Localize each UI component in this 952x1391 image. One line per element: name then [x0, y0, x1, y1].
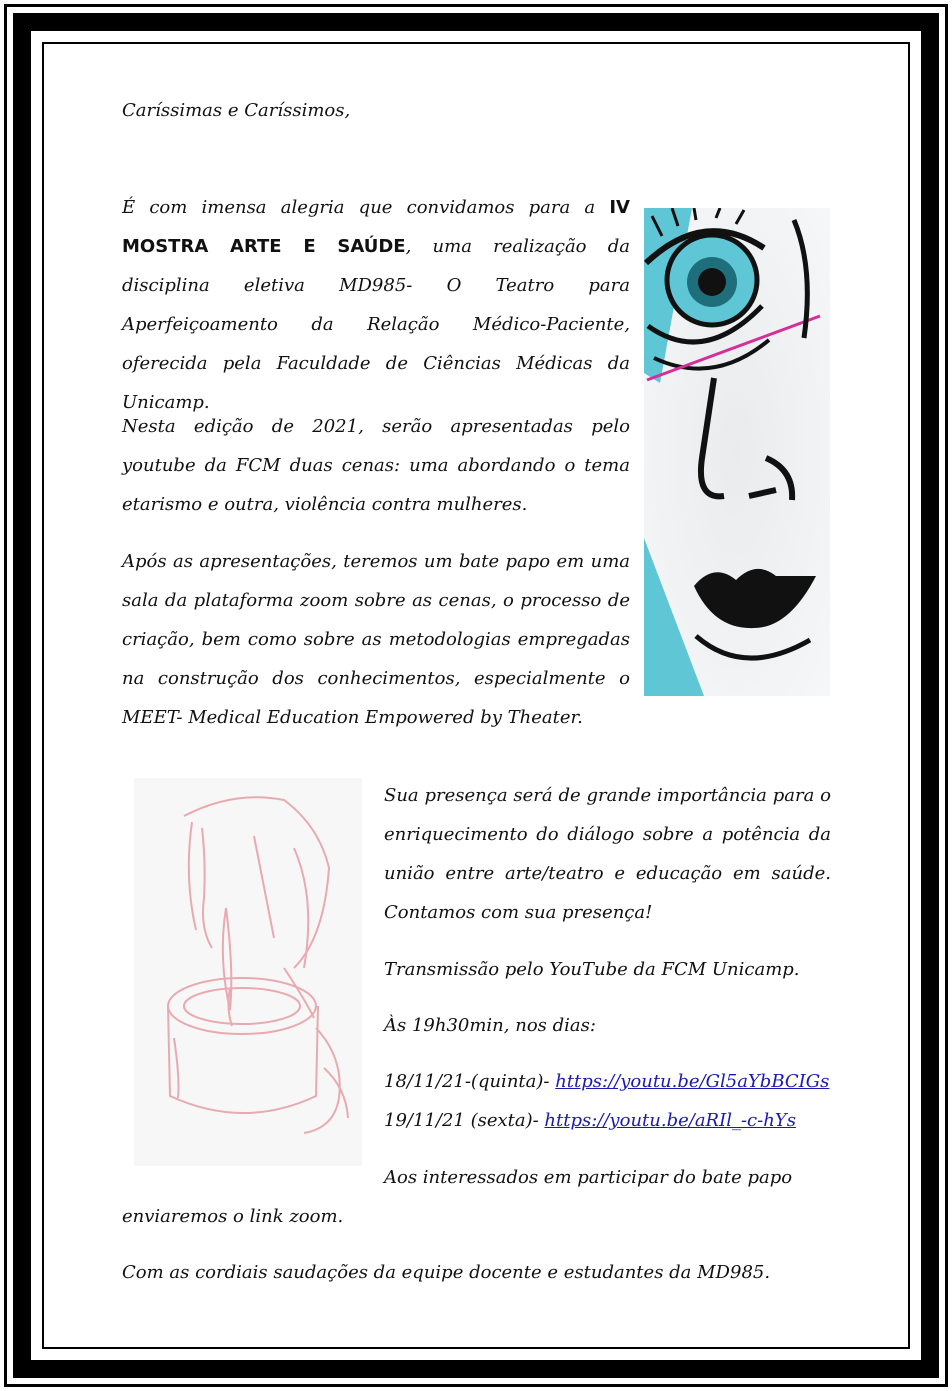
date-label-1: 18/11/21-(quinta)-: [384, 1071, 556, 1092]
transmission-info: Transmissão pelo YouTube da FCM Unicamp.: [384, 959, 800, 980]
time-info: Às 19h30min, nos dias:: [384, 1015, 596, 1036]
presence-paragraph: Sua presença será de grande importância para o enriquecimento do diálogo sobre a potência da união entre arte/teatro e educação em saúde. Contamos com sua presença!: [384, 785, 831, 923]
date-label-2: 19/11/21 (sexta)-: [384, 1110, 545, 1131]
date-line-2: [384, 1101, 831, 1140]
closing-line: Com as cordiais saudações da equipe docente e estudantes da MD985.: [122, 1262, 771, 1283]
face-illustration-icon: [644, 208, 830, 696]
zoom-info-line-1: Aos interessados em participar do bate papo: [384, 1167, 793, 1188]
greeting: Caríssimas e Caríssimos,: [122, 100, 351, 121]
invitation-details: , uma realização da disciplina eletiva MD985- O Teatro para Aperfeiçoamento da Relação Médico-Paciente, oferecida pela Faculdade de Ciências Médicas da Unicamp.: [122, 236, 630, 413]
date-line-1: [384, 1062, 831, 1101]
zoom-info-line-2: enviaremos o link zoom.: [122, 1206, 344, 1227]
candle-sketch-icon: [134, 778, 362, 1166]
edition-paragraph: Nesta edição de 2021, serão apresentadas pelo youtube da FCM duas cenas: uma abordando o tema etarismo e outra, violência contra mulheres.: [122, 416, 630, 515]
event-name: IV MOSTRA ARTE E SAÚDE: [122, 197, 630, 257]
invitation-intro: É com imensa alegria que convidamos para a: [122, 197, 610, 218]
discussion-paragraph: Após as apresentações, teremos um bate papo em uma sala da plataforma zoom sobre as cenas, o processo de criação, bem como sobre as metodologias empregadas na construção dos conhecimentos, especialmente o MEET- Medical Education Empowered by Theater.: [122, 551, 630, 728]
youtube-link-2[interactable]: https://youtu.be/aRIl_-c-hYs: [544, 1110, 796, 1131]
youtube-link-1[interactable]: https://youtu.be/Gl5aYbBCIGs: [555, 1071, 830, 1092]
invitation-paragraph: [122, 188, 630, 422]
